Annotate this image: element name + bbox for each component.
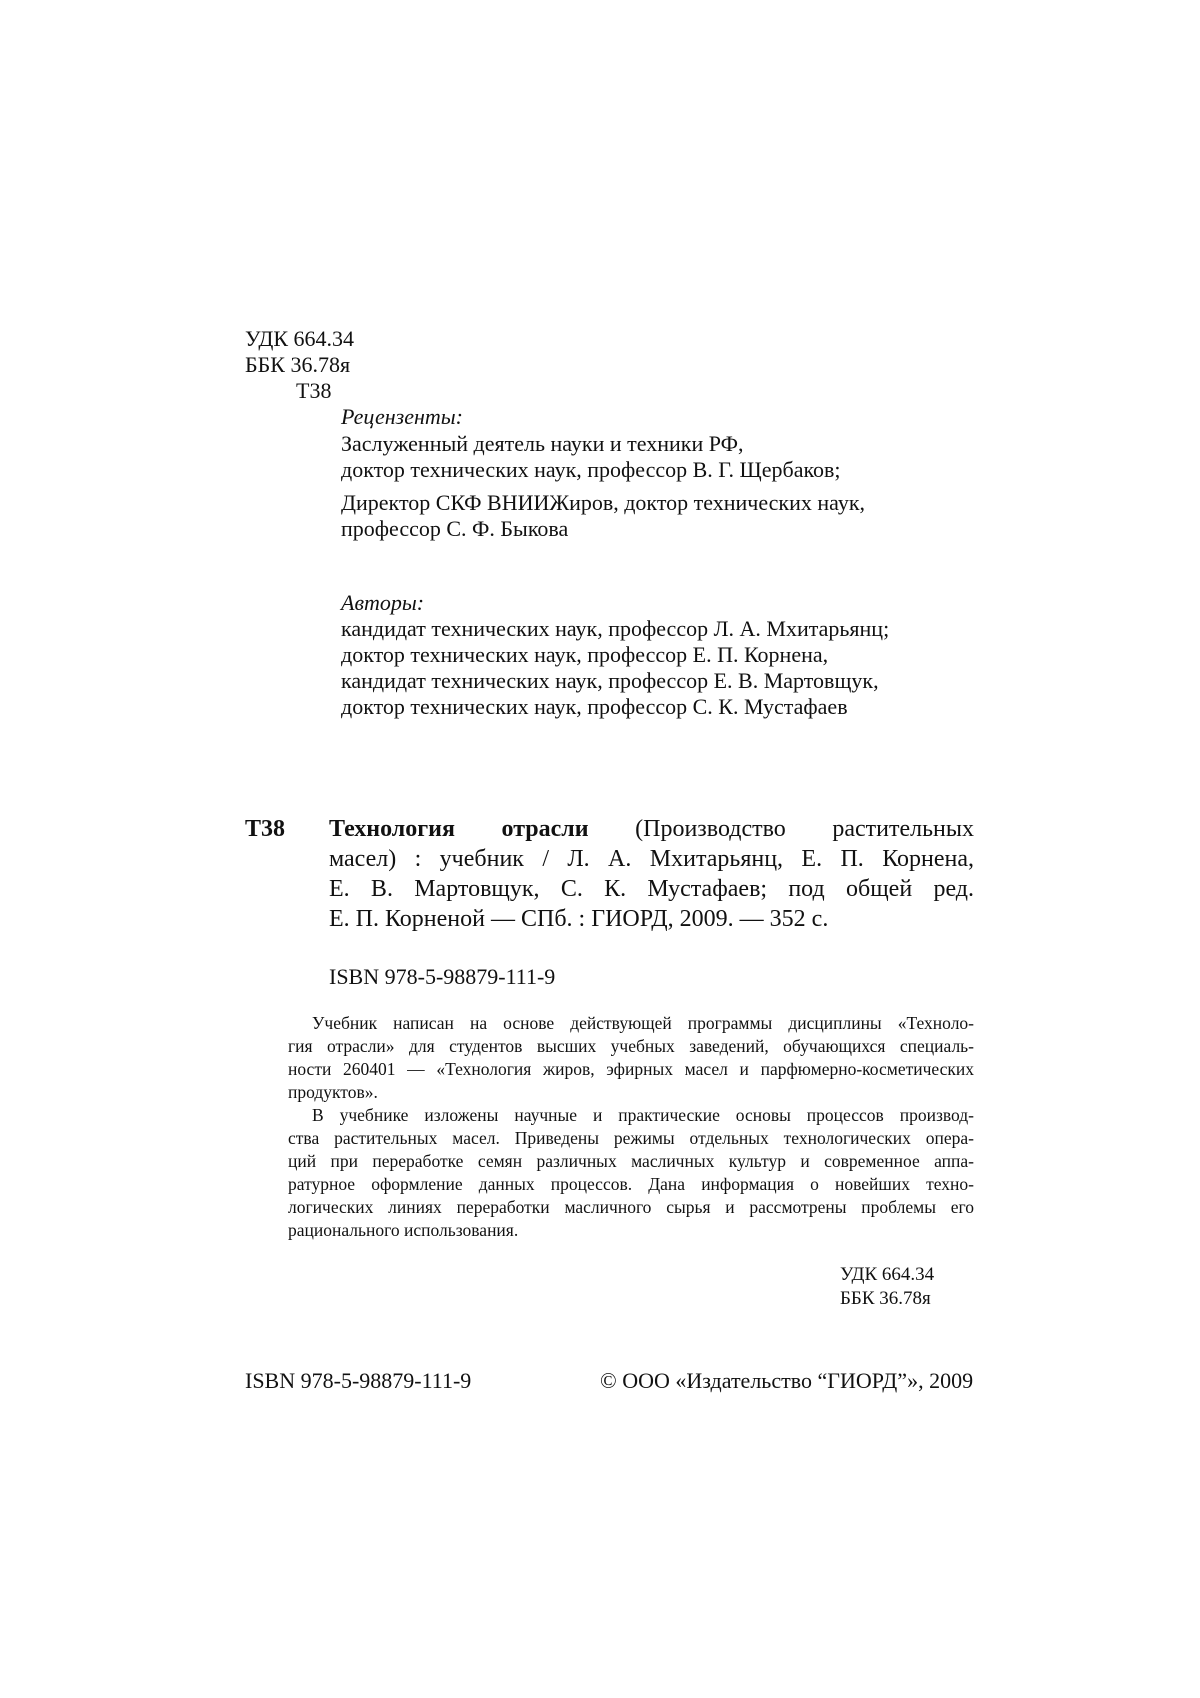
- abstract-udk: УДК 664.34: [840, 1264, 935, 1285]
- author-line: кандидат технических наук, профессор Е. В. Мартовщук,: [341, 668, 879, 693]
- entry-isbn: ISBN 978-5-98879-111-9: [329, 964, 556, 989]
- entry-line: Е. П. Корненой — СПб. : ГИОРД, 2009. — 352 с.: [329, 906, 829, 932]
- author-sign: Т38: [296, 378, 332, 403]
- entry-line-rest: (Производство растительных: [588, 816, 975, 842]
- abstract-bbk: ББК 36.78я: [840, 1288, 931, 1309]
- udk-code: УДК 664.34: [245, 326, 355, 351]
- entry-line: [329, 814, 974, 844]
- abstract-line: логических линиях переработки масличного сырья и рассмотрены проблемы его: [288, 1197, 974, 1217]
- author-line: доктор технических наук, профессор С. К. Мустафаев: [341, 694, 848, 719]
- footer-isbn: ISBN 978-5-98879-111-9: [245, 1368, 472, 1393]
- reviewer-line: профессор С. Ф. Быкова: [341, 516, 569, 541]
- entry-author-sign: Т38: [245, 816, 286, 842]
- author-line: кандидат технических наук, профессор Л. А. Мхитарьянц;: [341, 616, 890, 641]
- entry-line: масел) : учебник / Л. А. Мхитарьянц, Е. П. Корнена,: [329, 846, 974, 872]
- abstract-line: продуктов».: [288, 1082, 378, 1102]
- copyright-notice: © ООО «Издательство “ГИОРД”», 2009: [600, 1368, 974, 1393]
- abstract-line: Учебник написан на основе действующей программы дисциплины «Техноло-: [312, 1013, 974, 1033]
- entry-line: Е. В. Мартовщук, С. К. Мустафаев; под общей ред.: [329, 876, 974, 902]
- abstract-line: рационального использования.: [288, 1220, 519, 1240]
- reviewer-line: доктор технических наук, профессор В. Г. Щербаков;: [341, 457, 841, 482]
- authors-heading: Авторы:: [341, 590, 425, 615]
- bbk-code: ББК 36.78я: [245, 352, 351, 377]
- author-line: доктор технических наук, профессор Е. П. Корнена,: [341, 642, 829, 667]
- abstract-line: ства растительных масел. Приведены режимы отдельных технологических опера-: [288, 1128, 974, 1148]
- abstract-line: ций при переработке семян различных масличных культур и современное аппа-: [288, 1151, 974, 1171]
- abstract-line: ности 260401 — «Технология жиров, эфирных масел и парфюмерно-косметических: [288, 1059, 974, 1079]
- abstract-line: гия отрасли» для студентов высших учебных заведений, обучающихся специаль-: [288, 1036, 974, 1056]
- book-title: Технология отрасли: [329, 816, 589, 842]
- abstract-line: В учебнике изложены научные и практические основы процессов производ-: [312, 1105, 974, 1125]
- abstract-line: ратурное оформление данных процессов. Дана информация о новейших техно-: [288, 1174, 974, 1194]
- reviewer-line: Заслуженный деятель науки и техники РФ,: [341, 431, 744, 456]
- reviewer-line: Директор СКФ ВНИИЖиров, доктор технических наук,: [341, 490, 866, 515]
- reviewers-heading: Рецензенты:: [341, 404, 464, 429]
